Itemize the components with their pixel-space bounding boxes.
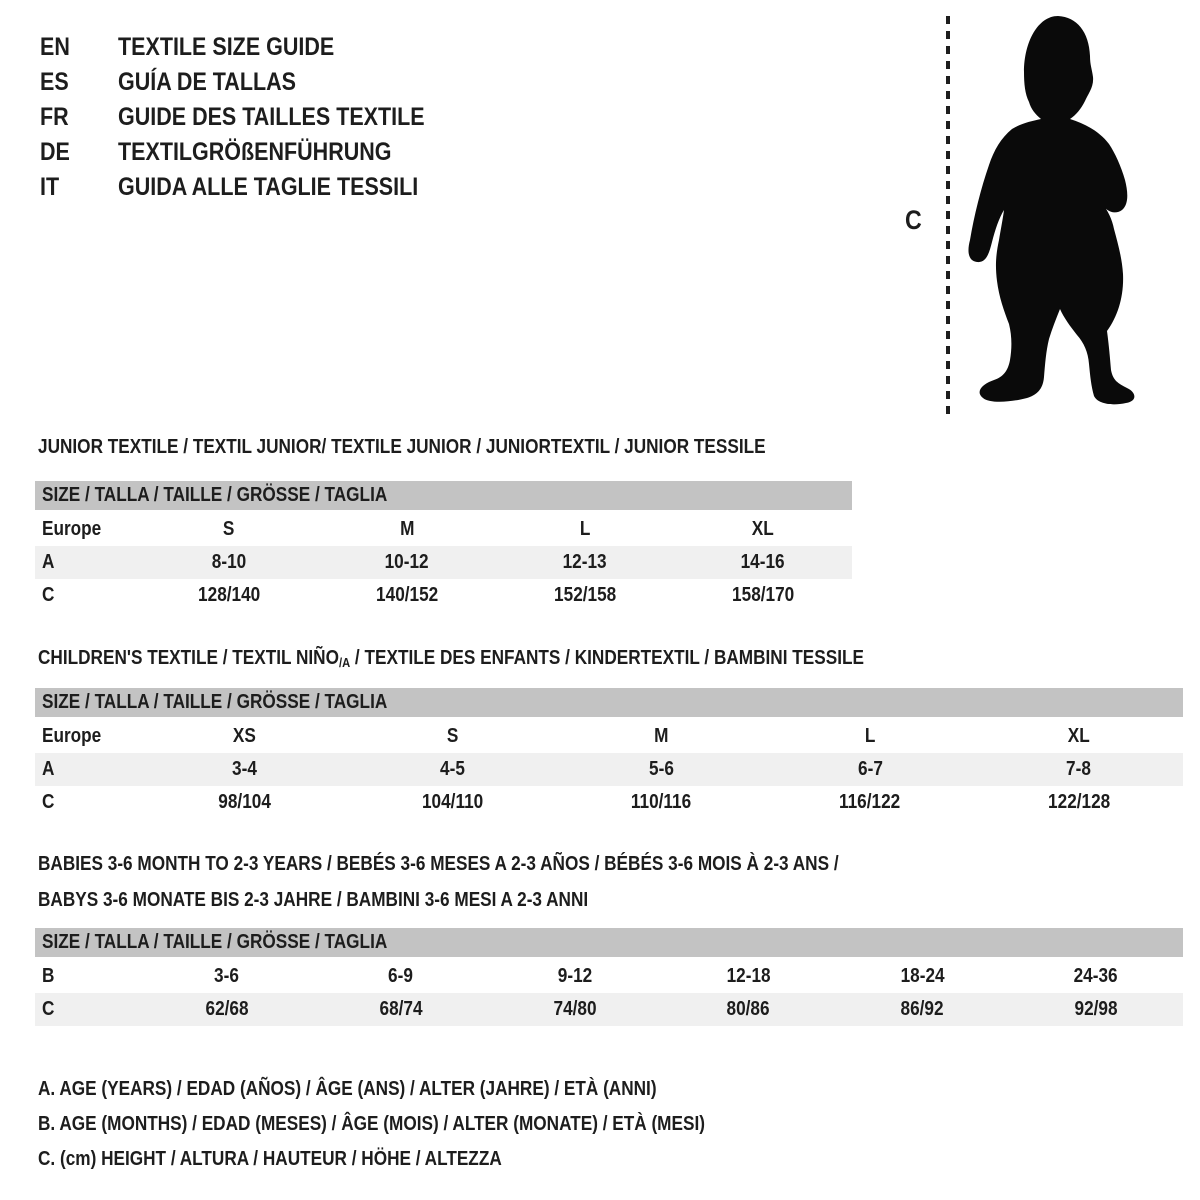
guide-title: TEXTILGRÖßENFÜHRUNG: [118, 138, 392, 166]
guide-title: GUIDE DES TAILLES TEXTILE: [118, 103, 425, 131]
row-label: C: [42, 791, 55, 813]
babies-title-line2: BABYS 3-6 MONATE BIS 2-3 JAHRE / BAMBINI 3-6 MESI A 2-3 ANNI: [38, 889, 589, 911]
legend-line-a: A. AGE (YEARS) / EDAD (AÑOS) / ÂGE (ANS) / ALTER (JAHRE) / ETÀ (ANNI): [38, 1078, 657, 1100]
babies-title-line1: BABIES 3-6 MONTH TO 2-3 YEARS / BEBÉS 3-6 MESES A 2-3 AÑOS / BÉBÉS 3-6 MOIS À 2-3 ANS /: [38, 853, 839, 875]
size-value-cell: 104/110: [422, 791, 484, 813]
table-row: [35, 786, 1183, 819]
table-row: [35, 546, 852, 579]
toddler-silhouette: [968, 16, 1134, 404]
babies-size-table: [35, 960, 1183, 1026]
size-value-cell: S: [223, 518, 235, 540]
language-row: [40, 100, 475, 135]
size-value-cell: 12-18: [726, 965, 771, 987]
toddler-silhouette-image: [958, 14, 1146, 422]
size-value-cell: 10-12: [385, 551, 429, 573]
size-value-cell: 12-13: [563, 551, 607, 573]
size-value-cell: 14-16: [741, 551, 785, 573]
nino-a-subscript: /A: [338, 655, 351, 670]
size-value-cell: M: [654, 725, 669, 747]
row-label: A: [42, 758, 55, 780]
row-label: A: [42, 551, 55, 573]
section-title-junior: JUNIOR TEXTILE / TEXTIL JUNIOR/ TEXTILE JUNIOR / JUNIORTEXTIL / JUNIOR TESSILE: [38, 436, 766, 458]
legend-line-b: B. AGE (MONTHS) / EDAD (MESES) / ÂGE (MOIS) / ALTER (MONATE) / ETÀ (MESI): [38, 1113, 705, 1135]
size-value-cell: 98/104: [217, 791, 271, 813]
size-value-cell: 74/80: [553, 998, 597, 1020]
size-value-cell: L: [579, 518, 591, 540]
row-label: B: [42, 965, 55, 987]
size-value-cell: 3-4: [231, 758, 257, 780]
language-code: FR: [40, 103, 69, 131]
size-value-cell: 122/128: [1047, 791, 1110, 813]
table-row: [35, 993, 1183, 1026]
height-measure-label: C: [905, 205, 922, 235]
section-title-babies: [38, 846, 969, 918]
size-value-cell: S: [447, 725, 459, 747]
section-title-children: CHILDREN'S TEXTILE / TEXTIL $NIÑO_{/A}$ / TEXTILE DES ENFANTS / KINDERTEXTIL / BAMBINI TESSILE: [38, 647, 864, 670]
size-value-cell: 7-8: [1066, 758, 1092, 780]
guide-title: GUIDA ALLE TAGLIE TESSILI: [118, 173, 419, 201]
size-value-cell: 3-6: [214, 965, 240, 987]
language-row: [40, 65, 475, 100]
size-value-cell: 86/92: [900, 998, 944, 1020]
guide-title: TEXTILE SIZE GUIDE: [118, 33, 335, 61]
size-value-cell: 128/140: [197, 584, 261, 606]
size-value-cell: 9-12: [557, 965, 592, 987]
size-value-cell: 68/74: [379, 998, 423, 1020]
guide-title: GUÍA DE TALLAS: [118, 68, 296, 96]
size-value-cell: 5-6: [649, 758, 674, 780]
measurement-legend: [38, 1072, 814, 1177]
row-label: C: [42, 584, 55, 606]
size-value-cell: L: [864, 725, 876, 747]
size-value-cell: 18-24: [900, 965, 945, 987]
language-code: ES: [40, 68, 69, 96]
size-value-cell: 6-7: [857, 758, 883, 780]
junior-size-table: [35, 513, 852, 612]
size-value-cell: 62/68: [205, 998, 249, 1020]
row-label: Europe: [42, 518, 102, 540]
table-row: [35, 513, 852, 546]
size-header-bar: SIZE / TALLA / TAILLE / GRÖSSE / TAGLIA: [35, 688, 1183, 717]
legend-line-c: C. (cm) HEIGHT / ALTURA / HAUTEUR / HÖHE / ALTEZZA: [38, 1148, 502, 1170]
size-value-cell: 110/116: [631, 791, 692, 813]
size-header-bar: SIZE / TALLA / TAILLE / GRÖSSE / TAGLIA: [35, 481, 852, 510]
size-value-cell: 4-5: [440, 758, 466, 780]
size-header-bar: SIZE / TALLA / TAILLE / GRÖSSE / TAGLIA: [35, 928, 1183, 957]
children-size-table: [35, 720, 1183, 819]
row-label: C: [42, 998, 55, 1020]
row-label: Europe: [42, 725, 102, 747]
size-value-cell: 8-10: [211, 551, 247, 573]
size-value-cell: 24-36: [1074, 965, 1119, 987]
size-value-cell: 6-9: [388, 965, 414, 987]
language-code: DE: [40, 138, 70, 166]
language-code: EN: [40, 33, 70, 61]
size-value-cell: 158/170: [731, 584, 795, 606]
size-value-cell: 80/86: [726, 998, 770, 1020]
table-row: [35, 579, 852, 612]
language-code: IT: [40, 173, 60, 201]
size-value-cell: 92/98: [1074, 998, 1118, 1020]
language-row: [40, 135, 475, 170]
table-row: [35, 960, 1183, 993]
size-value-cell: 152/158: [553, 584, 617, 606]
table-row: [35, 753, 1183, 786]
size-value-cell: XS: [232, 725, 256, 747]
size-value-cell: XL: [1067, 725, 1090, 747]
size-value-cell: 116/122: [839, 791, 901, 813]
size-value-cell: 140/152: [375, 584, 439, 606]
table-row: [35, 720, 1183, 753]
size-value-cell: M: [399, 518, 415, 540]
size-value-cell: XL: [752, 518, 774, 540]
language-row: [40, 30, 475, 65]
height-measure-dashed-line: [946, 16, 950, 418]
language-row: [40, 170, 475, 205]
language-header: [40, 30, 475, 205]
